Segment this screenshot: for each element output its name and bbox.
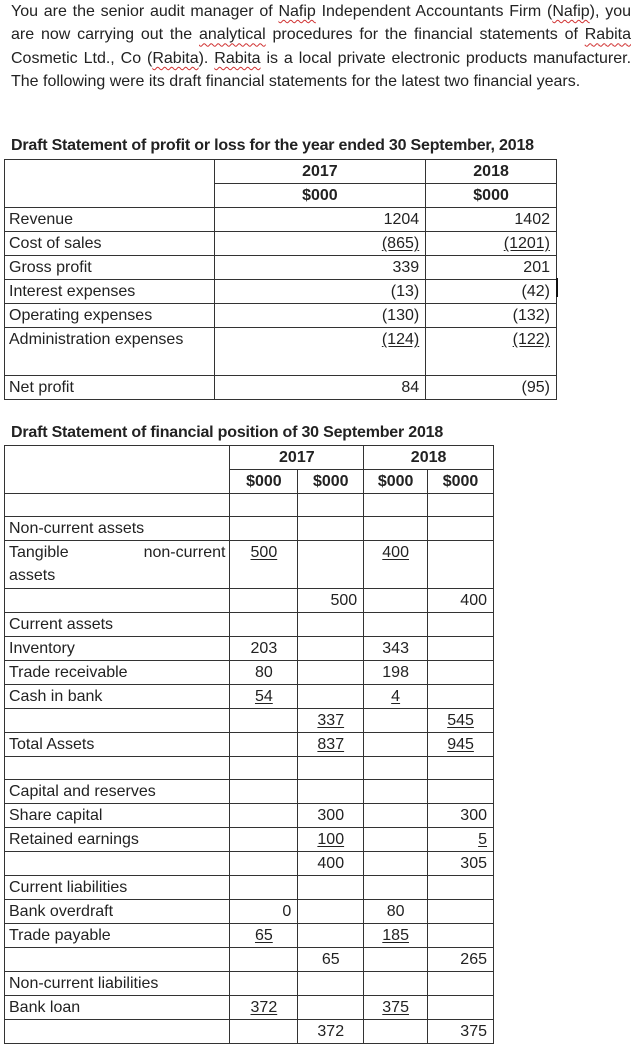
section-label: Non-current liabilities [5, 972, 230, 996]
table-row [5, 256, 557, 280]
table-row [5, 972, 494, 996]
row-label: Bank loan [5, 996, 230, 1020]
table-row [5, 900, 494, 924]
value-cell: 203 [230, 637, 298, 661]
value-cell: 1204 [214, 208, 426, 232]
value-cell: 400 [298, 852, 364, 876]
margin-bar [556, 278, 558, 297]
value-cell: 372 [298, 1020, 364, 1044]
value-cell: (42) [426, 280, 557, 304]
table-row [5, 589, 494, 613]
table-row [5, 494, 494, 517]
value-cell: 198 [364, 661, 428, 685]
table-row [5, 328, 557, 376]
unit-header: $000 [426, 184, 557, 208]
table-row [5, 208, 557, 232]
value-cell: 343 [364, 637, 428, 661]
value-cell: 337 [317, 712, 345, 729]
value-cell: 65 [254, 927, 273, 944]
table-row [5, 876, 494, 900]
row-label: Revenue [5, 208, 215, 232]
year-header: 2018 [426, 160, 557, 184]
value-cell: 5 [478, 831, 487, 848]
value-cell: 201 [426, 256, 557, 280]
client-abbrev: Rabita [152, 49, 199, 67]
value-cell: 80 [230, 661, 298, 685]
table-row [5, 304, 557, 328]
table-row [5, 541, 494, 589]
row-label: Operating expenses [5, 304, 215, 328]
value-cell: 339 [214, 256, 426, 280]
table-row [5, 733, 494, 757]
value-cell: 54 [254, 688, 273, 705]
row-label: Net profit [5, 376, 215, 400]
value-cell: (95) [426, 376, 557, 400]
value-cell: (13) [214, 280, 426, 304]
row-label: Trade receivable [5, 661, 230, 685]
value-cell: (122) [512, 331, 550, 348]
value-cell: 300 [298, 804, 364, 828]
table-row [5, 613, 494, 637]
intro-text: You are the senior audit manager of [11, 3, 279, 20]
unit-header: $000 [214, 184, 426, 208]
value-cell: 1402 [426, 208, 557, 232]
row-label: Share capital [5, 804, 230, 828]
table-row [5, 924, 494, 948]
pl-body [4, 207, 557, 400]
intro-text: Independent Accountants Firm ( [315, 3, 553, 20]
value-cell: (865) [381, 235, 420, 252]
intro-text: is a local private electronic products manufacturer. The following were its draft financial statements for the latest two financial years. [11, 49, 632, 91]
value-cell: (130) [214, 304, 426, 328]
firm-name: Nafip [278, 3, 316, 20]
firm-abbrev: Nafip [552, 3, 590, 20]
value-cell: 375 [428, 1020, 494, 1044]
year-header: 2017 [230, 446, 364, 470]
table-row [5, 852, 494, 876]
intro-text: ). [198, 49, 215, 67]
value-cell: (132) [426, 304, 557, 328]
table-row [5, 446, 494, 470]
row-label: Bank overdraft [5, 900, 230, 924]
value-cell: 400 [428, 589, 494, 613]
value-cell: 945 [447, 736, 474, 753]
table-row [5, 948, 494, 972]
table-row [5, 996, 494, 1020]
table-row [5, 780, 494, 804]
table-row [5, 280, 557, 304]
row-label: Cash in bank [5, 685, 230, 709]
pl-title: Draft Statement of profit or loss for the year ended 30 September, 2018 [11, 137, 534, 154]
table-row [5, 517, 494, 541]
table-row [5, 160, 557, 184]
client-name: Rabita [584, 26, 631, 44]
table-row [5, 1020, 494, 1044]
table-row [5, 685, 494, 709]
table-row [5, 661, 494, 685]
table-row [5, 376, 557, 400]
unit-header: $000 [230, 470, 298, 494]
row-label: Inventory [5, 637, 230, 661]
year-header: 2018 [364, 446, 494, 470]
value-cell: 500 [298, 589, 364, 613]
value-cell: 65 [298, 948, 364, 972]
analytical-word: analytical [199, 26, 266, 44]
table-row [5, 757, 494, 780]
table-row [5, 709, 494, 733]
unit-header: $000 [428, 470, 494, 494]
value-cell: 300 [428, 804, 494, 828]
blank-cell [5, 446, 230, 470]
value-cell: 372 [250, 999, 278, 1016]
table-row [5, 470, 494, 494]
value-cell: 185 [382, 927, 409, 944]
section-label: Current assets [5, 613, 230, 637]
value-cell: 265 [428, 948, 494, 972]
row-label: Tangible non-current assets [5, 541, 230, 589]
blank-cell [5, 160, 215, 208]
section-label: Capital and reserves [5, 780, 230, 804]
row-label: Retained earnings [5, 828, 230, 852]
unit-header: $000 [364, 470, 428, 494]
row-label: Trade payable [5, 924, 230, 948]
table-row [5, 828, 494, 852]
intro-paragraph [11, 0, 631, 94]
table-row [5, 637, 494, 661]
row-label: Total Assets [5, 733, 230, 757]
table-row [5, 804, 494, 828]
bs-title: Draft Statement of financial position of 30 September 2018 [11, 424, 444, 441]
value-cell: 4 [391, 688, 401, 705]
row-label: Gross profit [5, 256, 215, 280]
intro-text: Cosmetic Ltd., Co ( [11, 49, 153, 67]
row-label: Cost of sales [5, 232, 215, 256]
row-label: Interest expenses [5, 280, 215, 304]
unit-header: $000 [298, 470, 364, 494]
value-cell: 375 [382, 999, 409, 1016]
blank-cell [5, 470, 230, 494]
value-cell: 545 [447, 712, 474, 729]
intro-text: ), you are now carrying out the [11, 3, 632, 44]
value-cell: 500 [250, 544, 278, 561]
value-cell: (124) [381, 331, 420, 348]
section-label: Non-current assets [5, 517, 230, 541]
row-label: Administration expenses [5, 328, 215, 376]
value-cell: (1201) [503, 235, 550, 252]
value-cell: 837 [317, 736, 345, 753]
bs-table [4, 445, 494, 1044]
value-cell: 0 [230, 900, 298, 924]
value-cell: 305 [428, 852, 494, 876]
value-cell: 400 [382, 544, 409, 561]
value-cell: 100 [317, 831, 345, 848]
client-name: Rabita [214, 49, 261, 67]
value-cell: 84 [214, 376, 426, 400]
intro-text: procedures for the financial statements of [265, 26, 585, 44]
section-label: Current liabilities [5, 876, 230, 900]
value-cell: 80 [364, 900, 428, 924]
table-row [5, 232, 557, 256]
year-header: 2017 [214, 160, 426, 184]
